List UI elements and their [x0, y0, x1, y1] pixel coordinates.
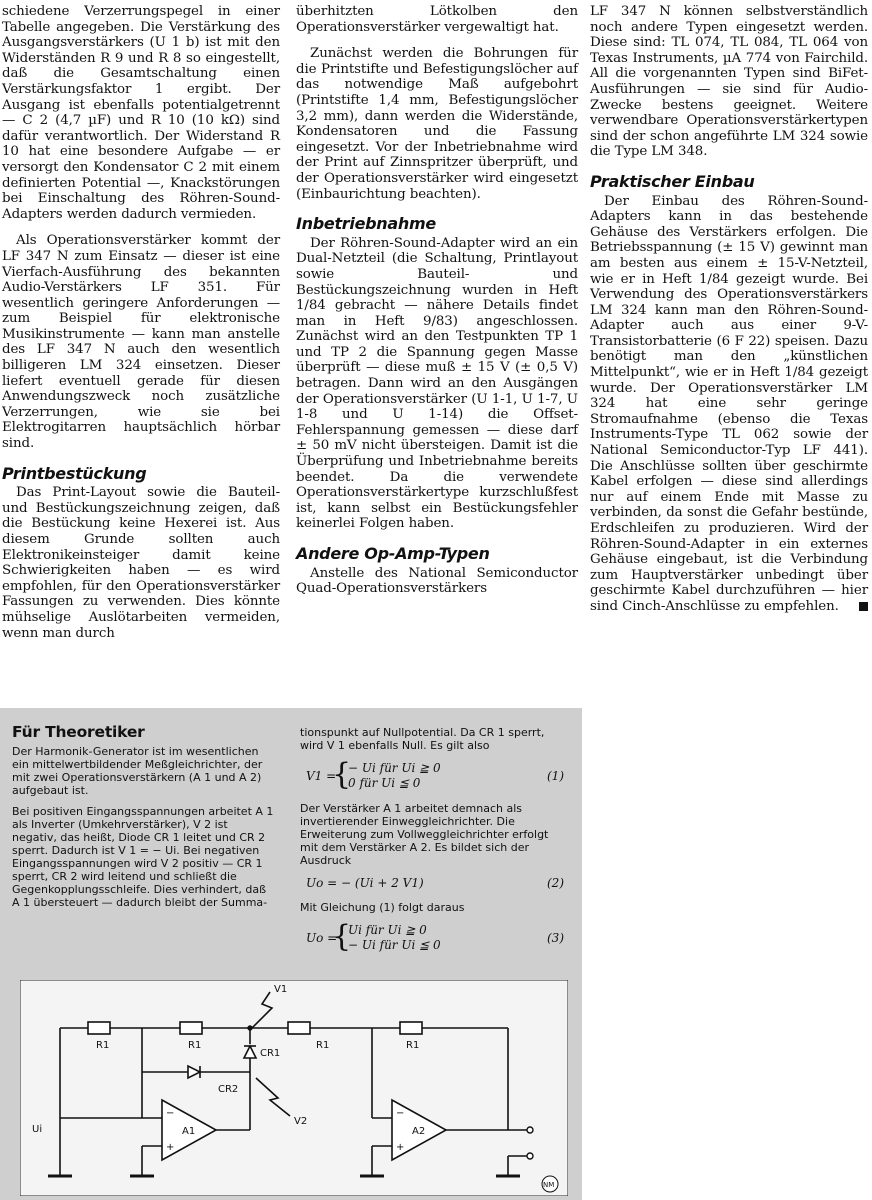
theory-box [0, 708, 582, 1200]
label-minus: − [166, 1108, 175, 1119]
theory-right-column [300, 726, 568, 964]
paragraph-text: Der Einbau des Röhren-Sound-Adapters kann in das bestehende Gehäuse des Verstärkers erfolgen. Die Betriebsspannung (± 15 V) gewinnt man am besten aus einem ± 15-V-Netzteil, wie er in Heft 1/84 gezeigt wurde. Bei Verwendung des Operationsverstärkers LM 324 kann man den Röhren-Sound-Adapter auch aus einer 9-V-Transistorbatterie (6 F 22) speisen. Dazu benötigt man den „künstlichen Mittelpunkt“, wie er in Heft 1/84 gezeigt wurde. Der Operationsverstärker LM 324 hat eine sehr geringe Stromaufnahme (ebenso die Texas Instruments-Type TL 062 sowie der National Semiconductor-Typ LF 441). Die Anschlüsse sollten über geschirmte Kabel erfolgen — diese sind allerdings nur auf einem Ende mit Masse zu verbinden, da sonst die Gefahr bestünde, Erdschleifen zu produzieren. Wird der Röhren-Sound-Adapter in ein externes Gehäuse eingebaut, ist die Verbindung zum Hauptverstärker unbedingt über geschirmte Kabel durchzuführen — hier sind Cinch-Anschlüsse zu empfehlen. [590, 193, 868, 614]
text-column-3 [590, 4, 868, 626]
theory-paragraph: Mit Gleichung (1) folgt daraus [300, 901, 465, 914]
paragraph: schiedene Verzerrungspegel in einer Tabelle angegeben. Die Verstärkung des Ausgangsverstärkers (U 1 b) ist mit den Widerständen R 9 und R 8 so eingestellt, daß die Gesamtschaltung einen Verstärkungsfaktor 1 ergibt. Der Ausgang ist ebenfalls potentialgetrennt — C 2 (4,7 µF) und R 10 (10 kΩ) sind dafür verantwortlich. Der Widerstand R 10 hat eine besondere Aufgabe — er versorgt den Kondensator C 2 mit einem definierten Potential —, Knackstörungen bei Einschaltung des Röhren-Sound-Adapters werden dadurch vermieden. [2, 4, 280, 222]
label-r1: R1 [316, 1040, 330, 1051]
terminal-icon [527, 1127, 533, 1133]
equation-case: 0 für Ui ≦ 0 [348, 776, 421, 790]
label-r1: R1 [188, 1040, 202, 1051]
equation-case: Ui für Ui ≧ 0 [348, 923, 427, 937]
brace-icon: { [332, 919, 352, 954]
theory-paragraph: Bei positiven Eingangsspannungen arbeitet A 1 als Inverter (Umkehrverstärker), V 2 ist negativ, das heißt, Diode CR 1 leitet und CR 2 sperrt. Dadurch ist V 1 = − Ui. Bei negativen Eingangsspannungen wird V 2 positiv — CR 1 sperrt, CR 2 wird leitend und schließt die Gegenkopplungsschleife. Dies verhindert, daß A 1 übersteuert — dadurch bleibt der Summa- [12, 805, 274, 909]
end-mark-icon [859, 602, 868, 611]
text-column-2 [296, 4, 578, 608]
label-cr2: CR2 [218, 1084, 239, 1095]
paragraph: LF 347 N können selbstverständlich noch andere Typen eingesetzt werden. Diese sind: TL 074, TL 084, TL 064 von Texas Instruments, µA 774 von Fairchild. All die vorgenannten Typen sind BiFet-Ausführungen — sie sind für Audio-Zwecke bestens geeignet. Weitere verwendbare Operationsverstärkertypen sind der schon angeführte LM 324 sowie die Type LM 348. [590, 4, 868, 160]
theory-paragraph: Der Verstärker A 1 arbeitet demnach als invertierender Einweggleichrichter. Die Erweiterung zum Vollweggleichrichter erfolgt mit dem Verstärker A 2. Es bildet sich der Ausdruck [300, 802, 549, 867]
equation-body: Uo = − (Ui + 2 V1) [306, 876, 424, 890]
paragraph [590, 194, 868, 615]
paragraph: überhitzten Lötkolben den Operationsverstärker vergewaltigt hat. [296, 4, 578, 35]
equation-3 [300, 919, 568, 956]
circuit-diagram [20, 980, 568, 1196]
paragraph: Der Röhren-Sound-Adapter wird an ein Dual-Netzteil (die Schaltung, Printlayout sowie Bauteil- und Bestückungszeichnung wurden in Heft 1/84 gebracht — nähere Details findet man in Heft 9/83) angeschlossen. Zunächst wird an den Testpunkten TP 1 und TP 2 die Spannung gegen Masse überprüft — diese muß ± 15 V (± 0,5 V) betragen. Dann wird an den Ausgängen der Operationsverstärker (U 1-1, U 1-7, U 1-8 und U 1-14) die Offset-Fehlerspannung gemessen — diese darf ± 50 mV nicht übersteigen. Damit ist die Überprüfung und Inbetriebnahme bereits beendet. Da die verwendete Operationsverstärkertype kurzschlußfest ist, kann selbst ein Bestückungsfehler keinerlei Folgen haben. [296, 235, 578, 532]
brace-icon: { [332, 757, 352, 792]
theory-paragraph: tionspunkt auf Nullpotential. Da CR 1 sperrt, wird V 1 ebenfalls Null. Es gilt also [300, 726, 545, 752]
label-r1: R1 [406, 1040, 420, 1051]
terminal-icon [527, 1153, 533, 1159]
theory-left-column [12, 723, 274, 917]
theory-title: Für Theoretiker [12, 723, 145, 741]
equation-1 [300, 757, 568, 794]
theory-paragraph: Der Harmonik-Generator ist im wesentlichen ein mittelwertbildender Meßgleichrichter, der mit zwei Operationsverstärkern (A 1 und A 2) aufgebaut ist. [12, 745, 263, 797]
paragraph: Das Print-Layout sowie die Bauteil- und Bestückungszeichnung zeigen, daß die Bestückung keine Hexerei ist. Aus diesem Grunde sollten auch Elektronikeinsteiger damit keine Schwierigkeiten haben — es wird empfohlen, für den Operationsverstärker Fassungen zu verwenden. Dies könnte mühselige Auslötarbeiten vermeiden, wenn man durch [2, 485, 280, 641]
circuit-frame [20, 980, 568, 1196]
equation-lhs: V1 = [306, 769, 337, 783]
paragraph: Zunächst werden die Bohrungen für die Printstifte und Befestigungslöcher auf das notwendige Maß aufgebohrt (Printstifte 1,4 mm, Befestigungslöcher 3,2 mm), dann werden die Widerstände, Kondensatoren und die Fassung eingesetzt. Vor der Inbetriebnahme wird der Print auf Zinnspritzer überprüft, und der Operationsverstärker wird eingesetzt (Einbaurichtung beachten). [296, 46, 578, 202]
resistor-r1-b [180, 1022, 202, 1034]
equation-number: (3) [547, 931, 564, 945]
label-r1: R1 [96, 1040, 110, 1051]
label-v2: V2 [294, 1116, 308, 1127]
junction-icon [248, 1026, 252, 1030]
section-heading: Andere Op-Amp-Typen [296, 544, 490, 563]
label-plus: + [396, 1142, 405, 1153]
equation-number: (2) [547, 876, 564, 890]
label-cr1: CR1 [260, 1048, 281, 1059]
equation-number: (1) [547, 769, 564, 783]
label-v1: V1 [274, 984, 288, 995]
logo-text: NM [543, 1181, 555, 1189]
resistor-r1-a [88, 1022, 110, 1034]
equation-case: − Ui für Ui ≧ 0 [348, 761, 441, 775]
equation-2 [300, 875, 568, 893]
resistor-r1-d [400, 1022, 422, 1034]
label-minus: − [396, 1108, 405, 1119]
paragraph: Als Operationsverstärker kommt der LF 347 N zum Einsatz — dieser ist eine Vierfach-Ausführung des bekannten Audio-Verstärkers LF 351. Für wesentlich geringere Anforderungen — zum Beispiel für elektronische Musikinstrumente — kann man anstelle des LF 347 N auch den wesentlich billigeren LM 324 einsetzen. Dieser liefert eventuell gerade für diesen Anwendungszweck noch zusätzliche Verzerrungen, wie sie bei Elektrogitarren hauptsächlich hörbar sind. [2, 233, 280, 452]
text-column-1 [2, 4, 280, 652]
label-plus: + [166, 1142, 175, 1153]
equation-lhs: Uo = [306, 931, 338, 945]
equation-case: − Ui für Ui ≦ 0 [348, 938, 441, 952]
resistor-r1-c [288, 1022, 310, 1034]
label-ui: Ui [32, 1124, 43, 1135]
paragraph: Anstelle des National Semiconductor Quad-Operationsverstärkers [296, 565, 578, 597]
section-heading: Inbetriebnahme [296, 214, 436, 234]
label-a1: A1 [182, 1126, 196, 1137]
section-heading: Praktischer Einbau [590, 171, 755, 191]
section-heading: Printbestückung [2, 463, 147, 483]
label-a2: A2 [412, 1126, 426, 1137]
circuit-svg [20, 980, 568, 1196]
